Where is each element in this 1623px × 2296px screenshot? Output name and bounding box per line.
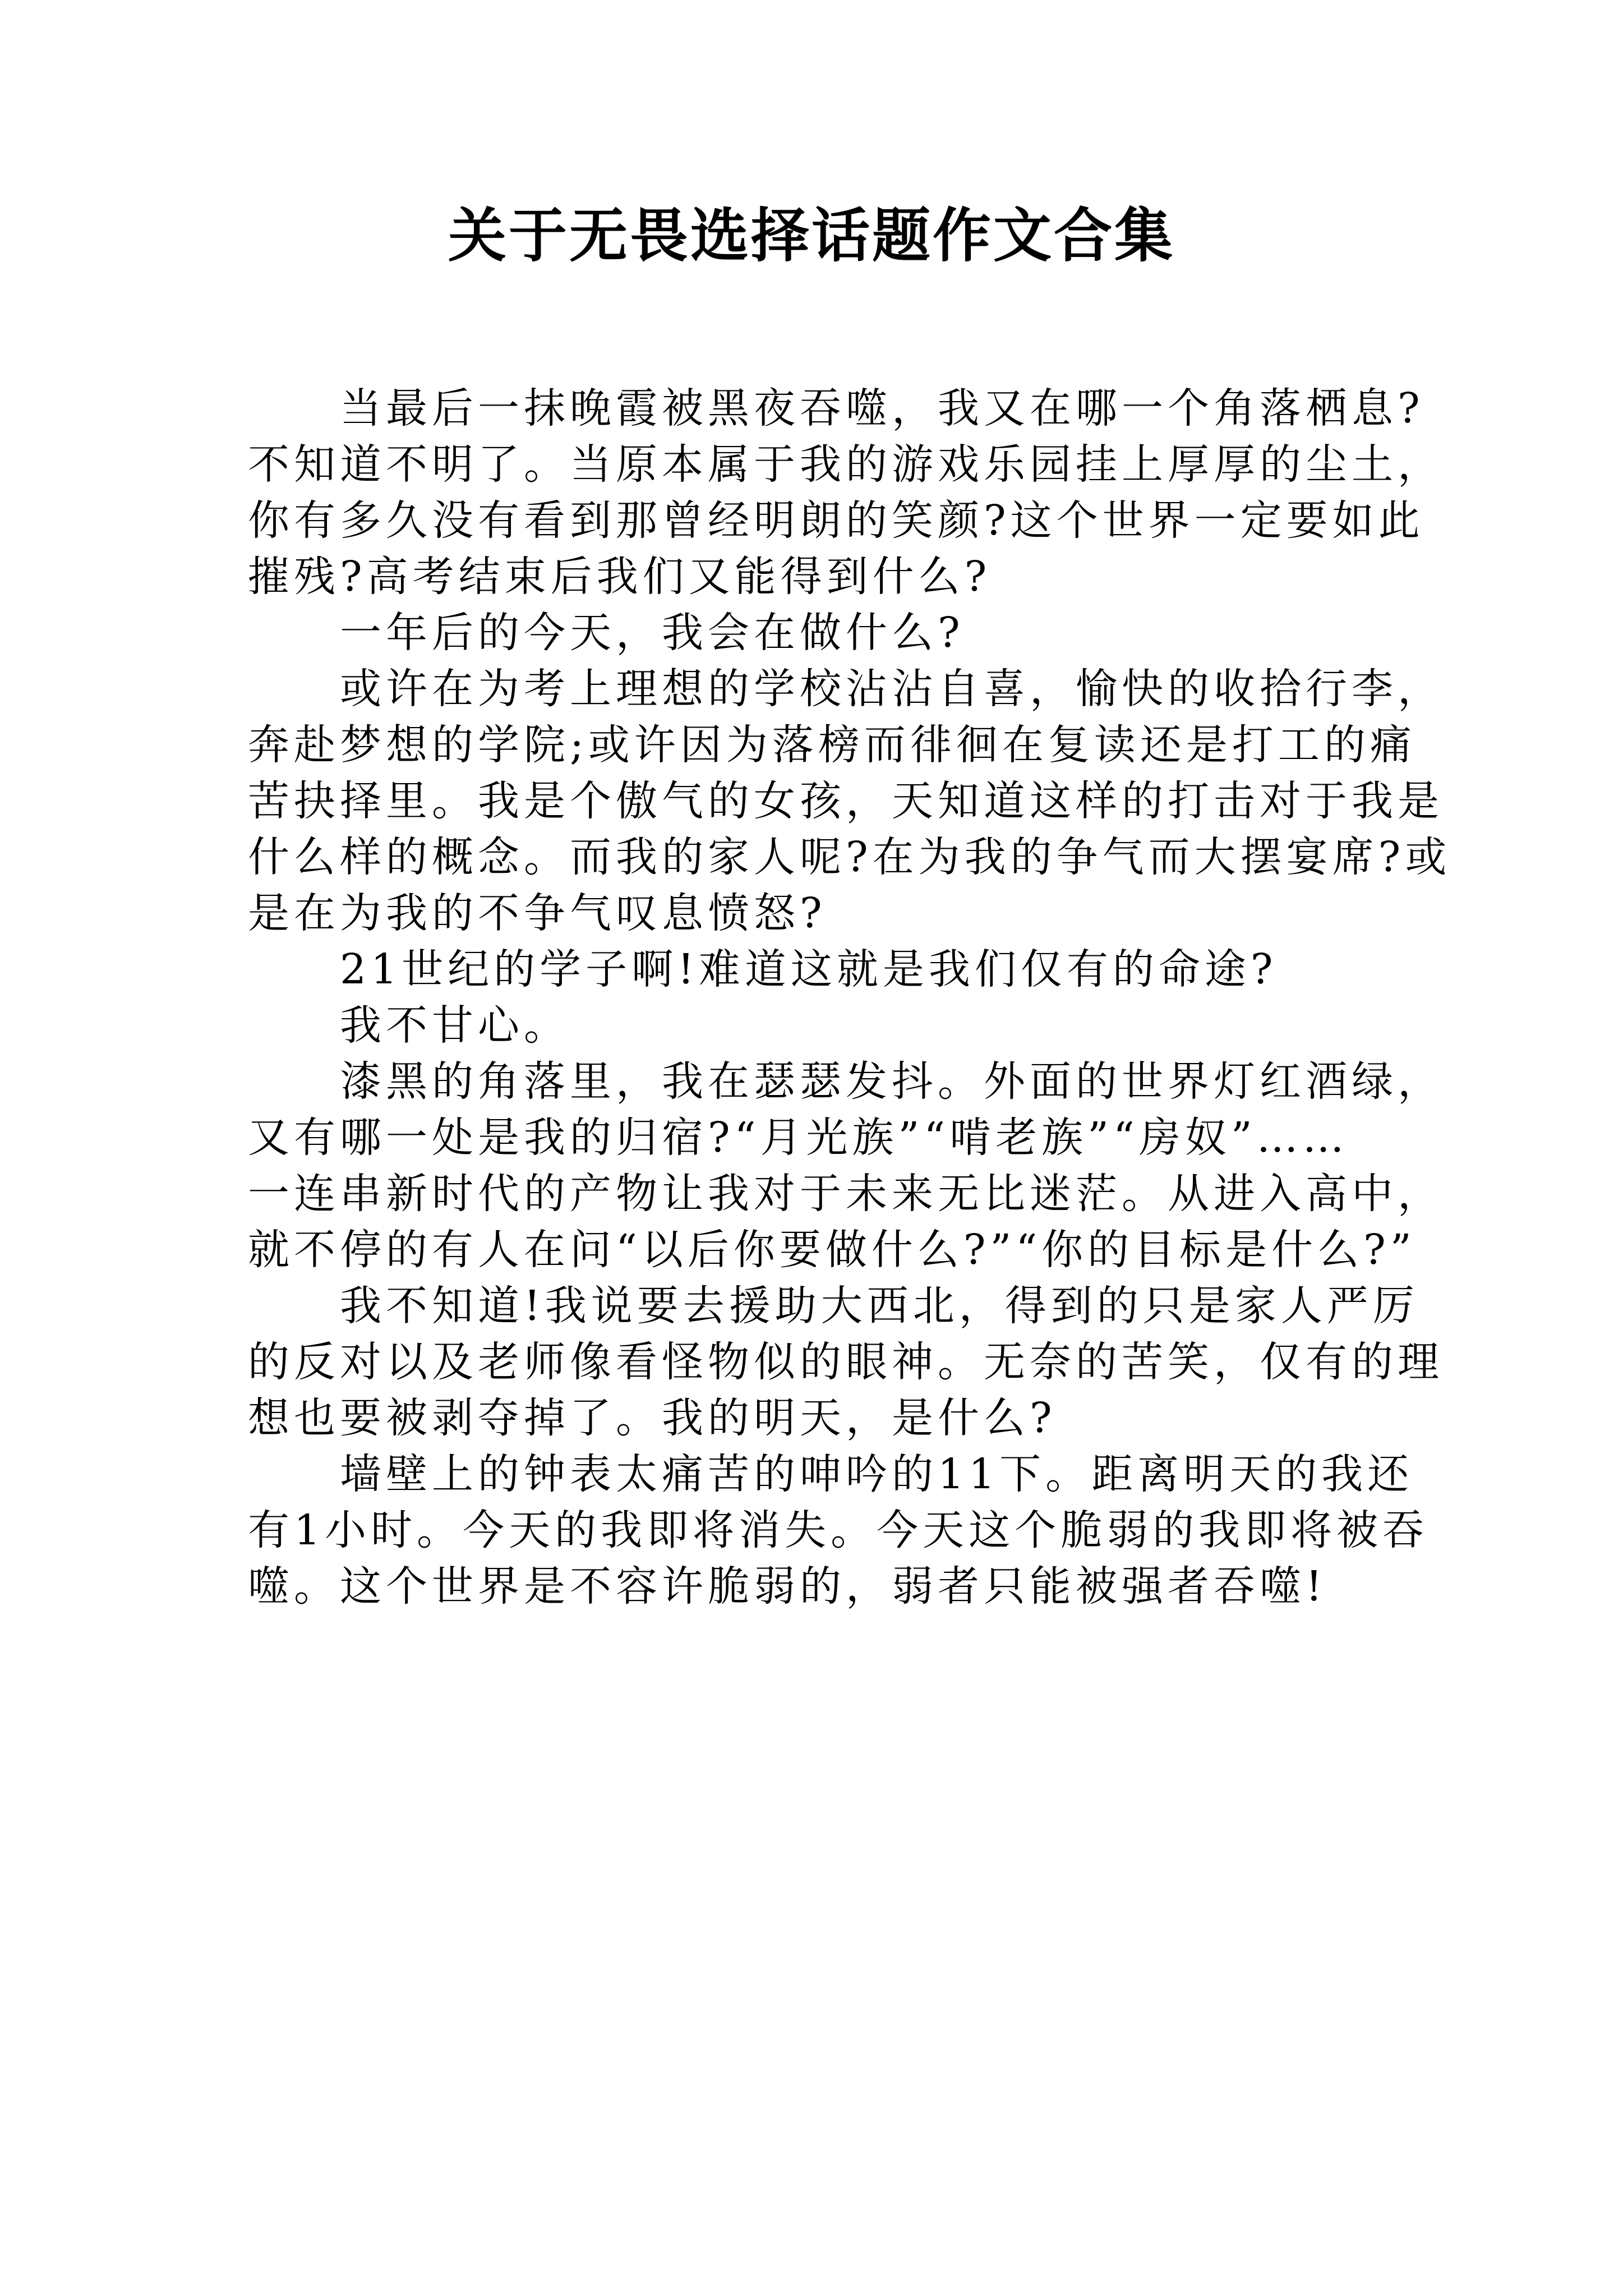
text-line: 苦抉择里。我是个傲气的女孩，天知道这样的打击对于我是 bbox=[248, 777, 1444, 825]
text-line: 奔赴梦想的学院;或许因为落榜而徘徊在复读还是打工的痛 bbox=[248, 721, 1416, 769]
text-line: 是在为我的不争气叹息愤怒? bbox=[248, 889, 827, 937]
text-line: 噬。这个世界是不容许脆弱的，弱者只能被强者吞噬! bbox=[248, 1562, 1327, 1611]
text-line: 我不知道!我说要去援助大西北，得到的只是家人严厉 bbox=[248, 1282, 1419, 1330]
text-line: 或许在为考上理想的学校沾沾自喜，愉快的收拾行李， bbox=[248, 665, 1444, 713]
document-body bbox=[248, 380, 1451, 1614]
text-line: 有1小时。今天的我即将消失。今天这个脆弱的我即将被吞 bbox=[248, 1506, 1429, 1554]
text-line: 一连串新时代的产物让我对于未来无比迷茫。从进入高中， bbox=[248, 1170, 1444, 1218]
text-line: 一年后的今天，我会在做什么? bbox=[248, 609, 965, 657]
text-line: 漆黑的角落里，我在瑟瑟发抖。外面的世界灯红酒绿， bbox=[248, 1057, 1444, 1106]
text-line: 我不甘心。 bbox=[248, 1001, 570, 1050]
text-line: 就不停的有人在问“以后你要做什么?”“你的目标是什么?” bbox=[248, 1226, 1416, 1274]
text-line: 什么样的概念。而我的家人呢?在为我的争气而大摆宴席?或 bbox=[248, 833, 1451, 881]
text-line: 想也要被剥夺掉了。我的明天，是什么? bbox=[248, 1394, 1057, 1442]
text-line: 你有多久没有看到那曾经明朗的笑颜?这个世界一定要如此 bbox=[248, 496, 1424, 545]
text-line: 21世纪的学子啊!难道这就是我们仅有的命途? bbox=[248, 945, 1278, 993]
text-line: 的反对以及老师像看怪物似的眼神。无奈的苦笑，仅有的理 bbox=[248, 1338, 1444, 1386]
document-title: 关于无畏选择话题作文合集 bbox=[448, 201, 1175, 270]
text-line: 当最后一抹晚霞被黑夜吞噬，我又在哪一个角落栖息? bbox=[248, 384, 1424, 432]
text-line: 又有哪一处是我的归宿?“月光族”“啃老族”“房奴”…… bbox=[248, 1114, 1349, 1162]
text-line: 墙壁上的钟表太痛苦的呻吟的11下。距离明天的我还 bbox=[248, 1450, 1414, 1498]
text-line: 不知道不明了。当原本属于我的游戏乐园挂上厚厚的尘土， bbox=[248, 440, 1444, 489]
text-line: 摧残?高考结束后我们又能得到什么? bbox=[248, 553, 992, 601]
